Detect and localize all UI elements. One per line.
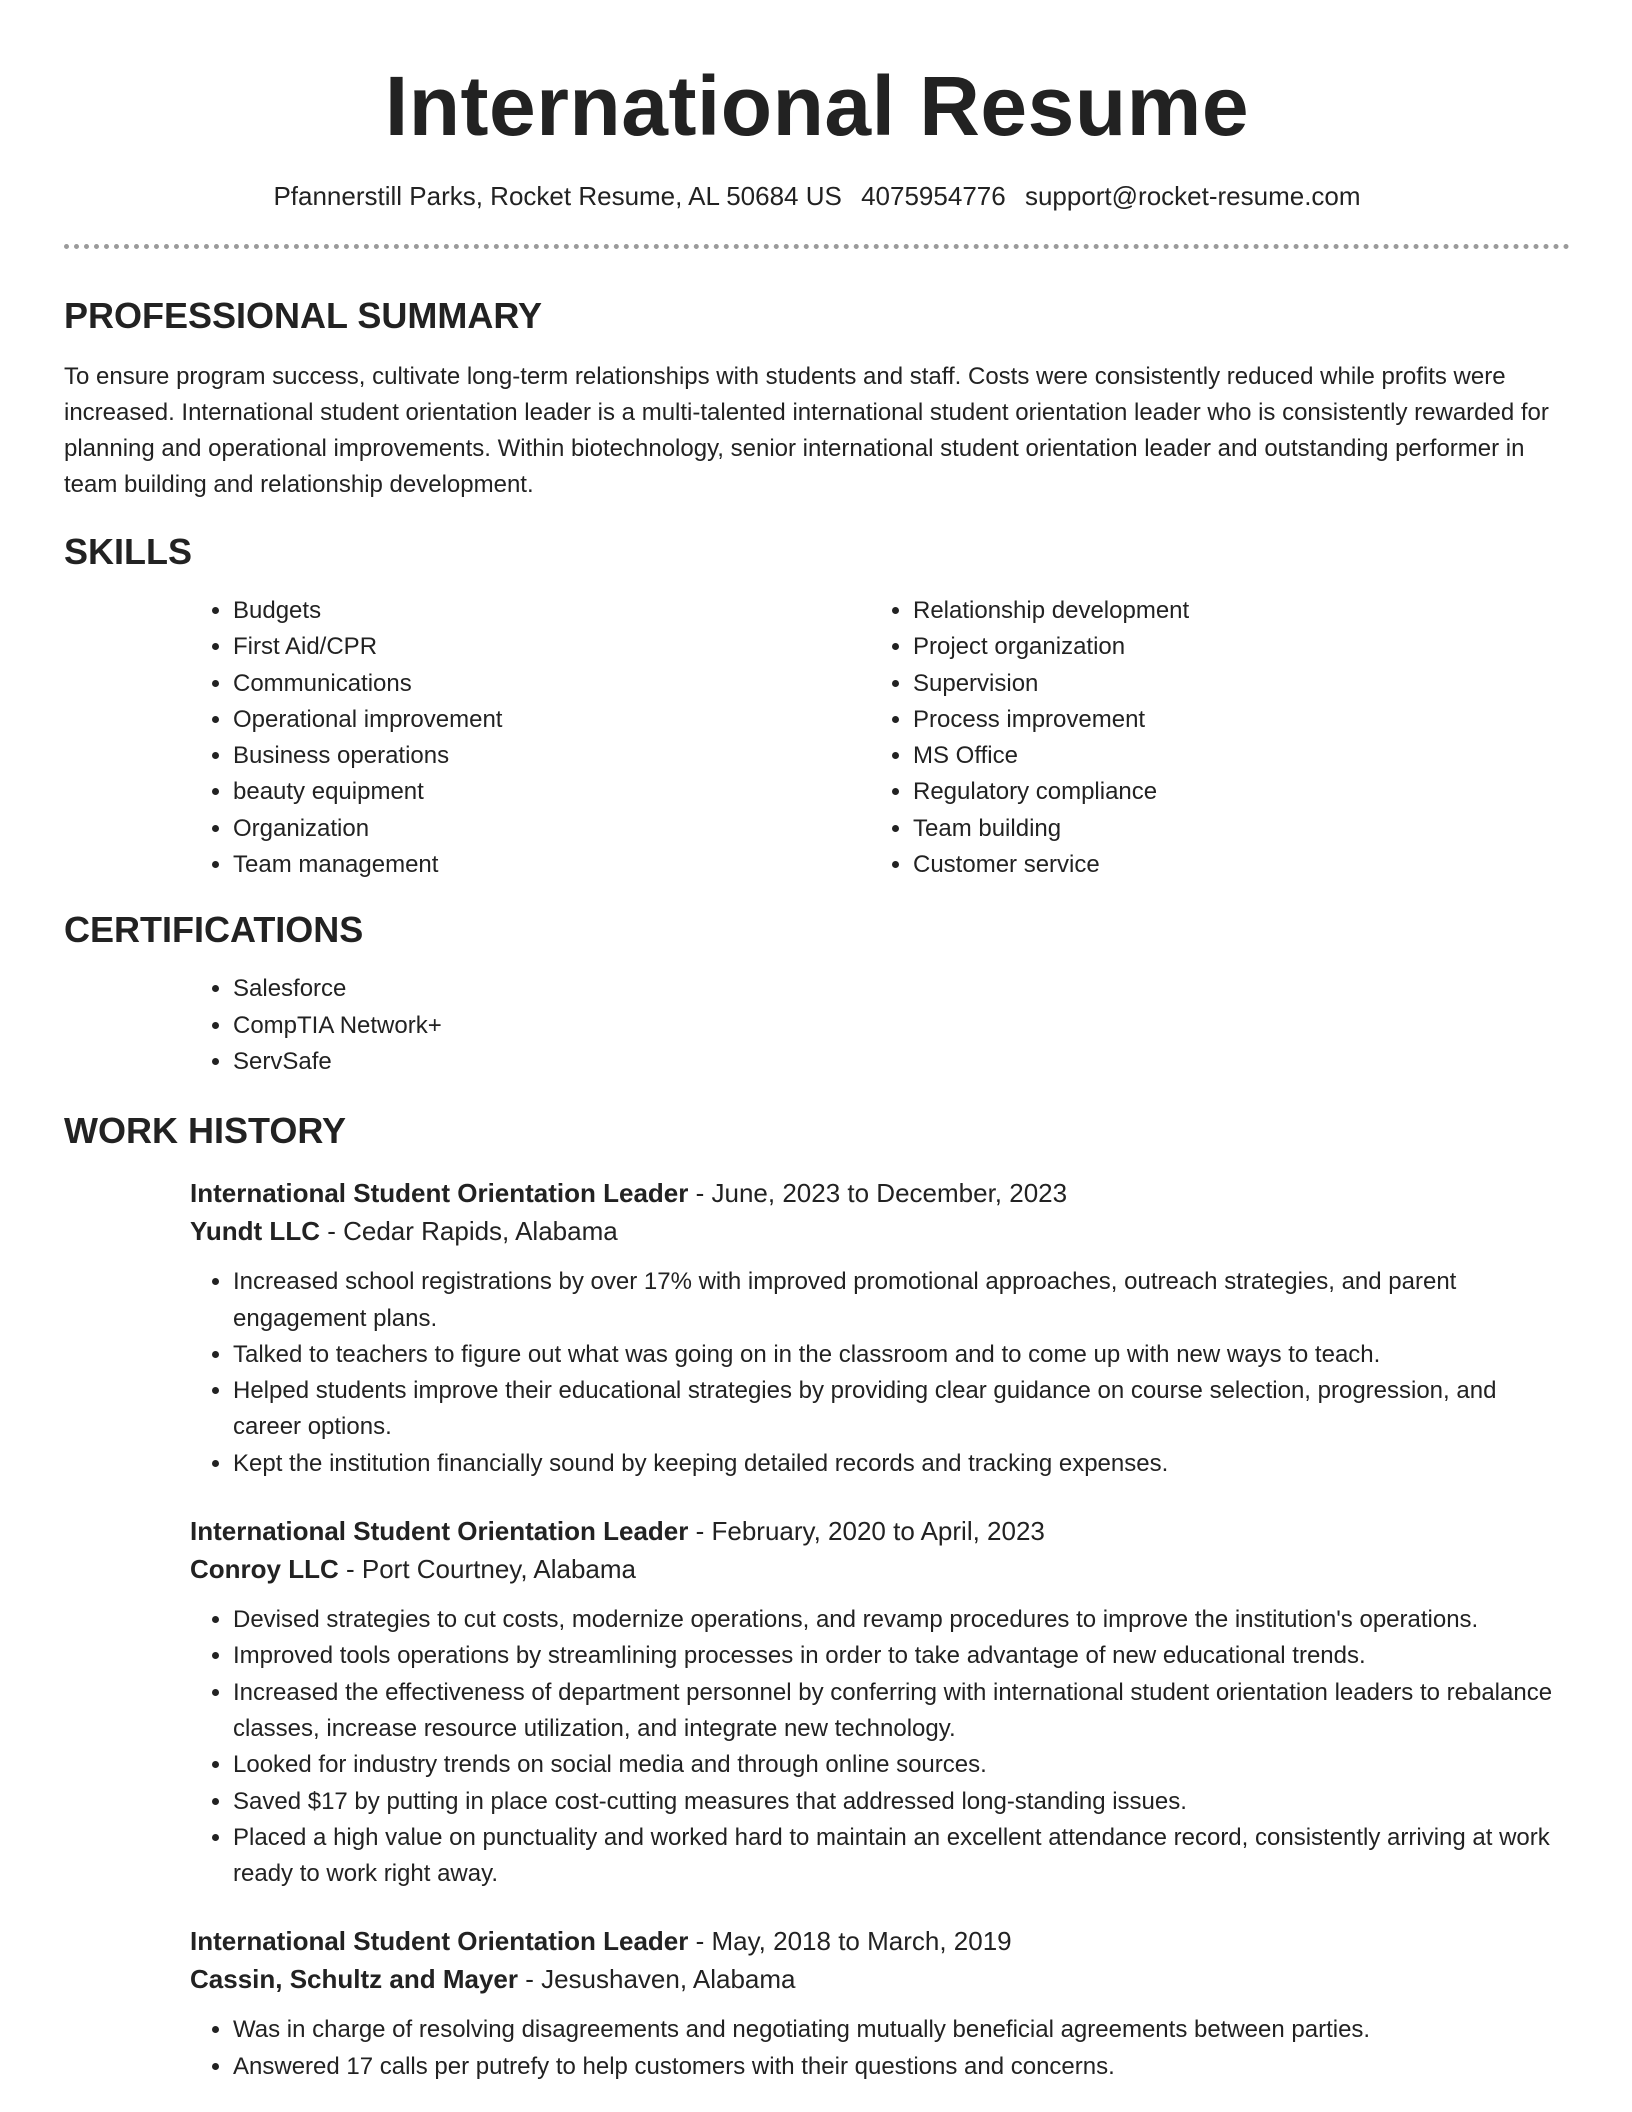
job-location: - Port Courtney, Alabama [338,1554,636,1585]
job-bullet: • Kept the institution financially sound by keeping detailed records and tracking expenses. [233,1446,1570,1482]
skill-item: • Project organization [913,629,1550,665]
contact-phone: 4075954776 [861,181,1006,211]
job-entry [190,1922,1570,2085]
skill-item: • Communications [233,666,870,702]
job-dates: - May, 2018 to March, 2019 [688,1926,1012,1957]
skill-item: • Operational improvement [233,702,870,738]
job-bullet: • Was in charge of resolving disagreements and negotiating mutually beneficial agreements between parties. [233,2012,1570,2048]
certification-item: • ServSafe [233,1044,1570,1080]
skill-item: • beauty equipment [233,774,870,810]
job-bullet: • Looked for industry trends on social media and through online sources. [233,1747,1570,1783]
skill-item: • Organization [233,811,870,847]
job-title: International Student Orientation Leader [190,1178,689,1209]
contact-email: support@rocket-resume.com [1024,181,1361,211]
job-bullet: • Devised strategies to cut costs, modernize operations, and revamp procedures to improve the institution's operations. [233,1602,1570,1638]
skills-list-left [190,593,870,883]
skill-item: • MS Office [913,738,1550,774]
job-entry [190,1512,1570,1892]
summary-heading: PROFESSIONAL SUMMARY [64,295,543,336]
job-dates: - June, 2023 to December, 2023 [688,1178,1068,1209]
skill-item: • Regulatory compliance [913,774,1550,810]
work-history-heading: WORK HISTORY [64,1110,347,1152]
certifications-section [64,909,1570,1080]
job-location: - Cedar Rapids, Alabama [319,1216,618,1247]
certification-item: • CompTIA Network+ [233,1008,1570,1044]
job-title-line [190,1512,1570,1550]
skill-item: • Budgets [233,593,870,629]
skill-item: • Customer service [913,847,1550,883]
job-bullets [190,2012,1570,2085]
skills-columns [190,593,1570,883]
job-company: Yundt LLC [190,1216,320,1247]
skill-item: • First Aid/CPR [233,629,870,665]
summary-section [64,295,1570,503]
job-company-line [190,1550,1570,1588]
skill-item: • Business operations [233,738,870,774]
summary-text: To ensure program success, cultivate long-term relationships with students and staff. Costs were consistently reduced while profits were increased. International student orientation leader is a multi-talented international student orientation leader who is consistently rewarded for planning and operational improvements. Within biotechnology, senior international student orientation leader and outstanding performer in team building and relationship development. [64,363,1549,498]
job-bullet: • Talked to teachers to figure out what was going on in the classroom and to come up with new ways to teach. [233,1337,1570,1373]
job-bullet: • Saved $17 by putting in place cost-cutting measures that addressed long-standing issues. [233,1784,1570,1820]
contact-address: Pfannerstill Parks, Rocket Resume, AL 50684 US [273,181,842,211]
skill-item: • Relationship development [913,593,1550,629]
job-bullet: • Increased the effectiveness of department personnel by conferring with international student orientation leaders to rebalance classes, increase resource utilization, and integrate new technology. [233,1675,1570,1748]
job-title-line [190,1922,1570,1960]
skills-section [64,531,1570,883]
job-dates: - February, 2020 to April, 2023 [688,1516,1045,1547]
job-company-line [190,1960,1570,1998]
job-bullet: • Helped students improve their educational strategies by providing clear guidance on course selection, progression, and career options. [233,1373,1570,1446]
job-entry [190,1174,1570,1482]
contact-line [64,180,1570,212]
header-divider [64,244,1570,249]
skill-item: • Process improvement [913,702,1550,738]
resume-page [64,0,1570,2085]
job-bullet: • Improved tools operations by streamlining processes in order to take advantage of new educational trends. [233,1638,1570,1674]
certifications-list [190,971,1570,1080]
job-location: - Jesushaven, Alabama [517,1964,796,1995]
resume-name: International Resume [384,59,1250,153]
skills-list-right [870,593,1550,883]
job-bullet: • Answered 17 calls per putrefy to help customers with their questions and concerns. [233,2049,1570,2085]
job-bullet: • Placed a high value on punctuality and worked hard to maintain an excellent attendance record, consistently arriving at work ready to work right away. [233,1820,1570,1893]
job-title: International Student Orientation Leader [190,1926,689,1957]
job-company-line [190,1212,1570,1250]
certifications-heading: CERTIFICATIONS [64,909,364,951]
skill-item: • Team management [233,847,870,883]
job-title-line [190,1174,1570,1212]
job-title: International Student Orientation Leader [190,1516,689,1547]
job-bullets [190,1602,1570,1892]
job-bullet: • Increased school registrations by over 17% with improved promotional approaches, outreach strategies, and parent engagement plans. [233,1264,1570,1337]
job-company: Cassin, Schultz and Mayer [190,1964,518,1995]
job-company: Conroy LLC [190,1554,339,1585]
skill-item: • Team building [913,811,1550,847]
certification-item: • Salesforce [233,971,1570,1007]
job-bullets [190,1264,1570,1482]
skill-item: • Supervision [913,666,1550,702]
skills-heading: SKILLS [64,531,193,572]
work-history-section [64,1110,1570,2085]
